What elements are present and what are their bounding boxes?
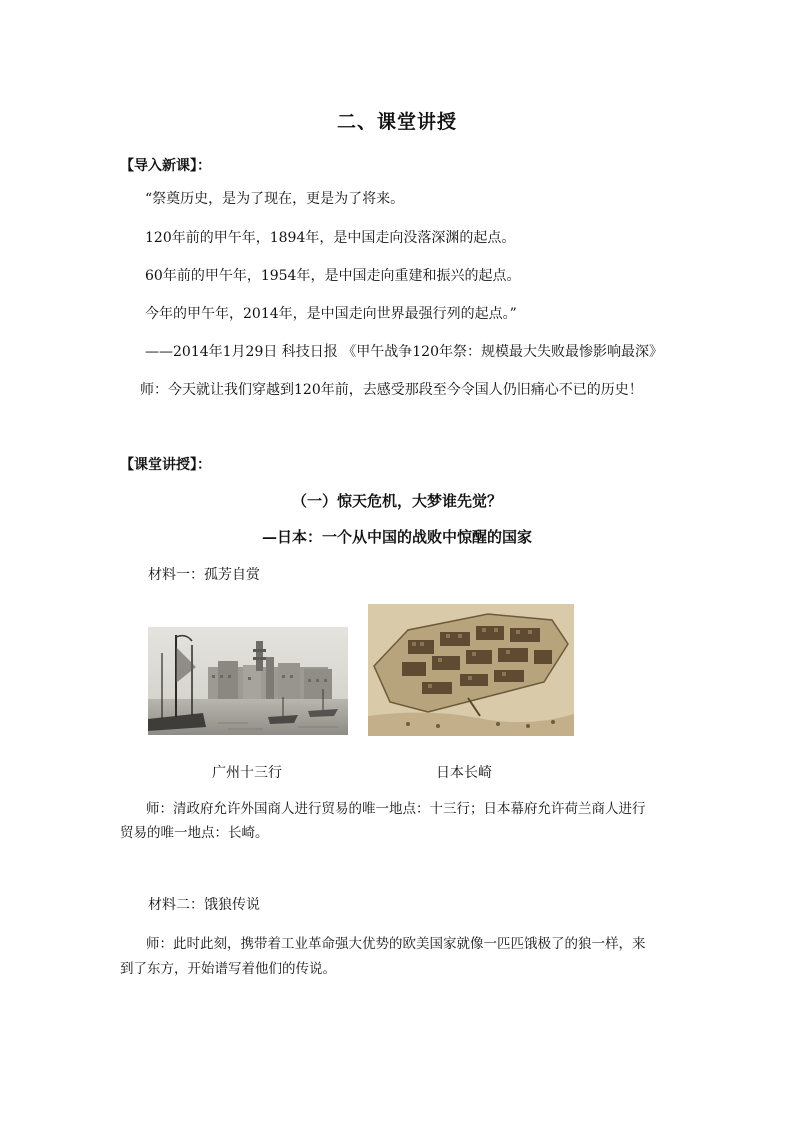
lecture-subtitle-2: —日本：一个从中国的战败中惊醒的国家: [261, 528, 532, 546]
teacher-note-2-line-2: 到了东方，开始谱写着他们的传说。: [120, 961, 336, 977]
section-title: 二、课堂讲授: [336, 111, 457, 133]
teacher-note-1-line-2: 贸易的唯一地点：长崎。: [120, 825, 269, 841]
teacher-note-1-line-1: 师：清政府允许外国商人进行贸易的唯一地点：十三行；日本幕府允许荷兰商人进行: [146, 801, 646, 817]
quote-line-1: “祭奠历史，是为了现在，更是为了将来。: [145, 191, 405, 207]
image-1-caption: 广州十三行: [212, 765, 282, 781]
material-2-label: 材料二：饿狼传说: [148, 897, 260, 913]
canton-harbor-illustration: [148, 627, 348, 735]
lecture-heading: 【课堂讲授】：: [120, 457, 211, 473]
teacher-intro-line: 师：今天就让我们穿越到120年前，去感受那段至今令国人仍旧痛心不已的历史！: [140, 382, 643, 398]
nagasaki-dejima-image: [368, 604, 574, 736]
intro-heading: 【导入新课】：: [120, 158, 211, 174]
image-2-caption: 日本长崎: [436, 765, 492, 781]
material-1-label: 材料一：孤芳自赏: [148, 567, 260, 583]
teacher-note-2-line-1: 师：此时此刻，携带着工业革命强大优势的欧美国家就像一匹匹饿极了的狼一样，来: [146, 936, 646, 952]
canton-thirteen-factories-image: [148, 627, 348, 735]
quote-line-2: 120年前的甲午年，1894年，是中国走向没落深渊的起点。: [145, 230, 516, 246]
quote-source: ——2014年1月29日 科技日报 《甲午战争120年祭：规模最大失败最惨影响最深》: [145, 344, 663, 360]
quote-line-3: 60年前的甲午年，1954年，是中国走向重建和振兴的起点。: [145, 268, 521, 284]
quote-line-4: 今年的甲午年，2014年，是中国走向世界最强行列的起点。”: [145, 306, 517, 322]
lecture-subtitle-1: （一）惊天危机，大梦谁先觉？: [291, 492, 502, 510]
nagasaki-dejima-illustration: [368, 604, 574, 736]
